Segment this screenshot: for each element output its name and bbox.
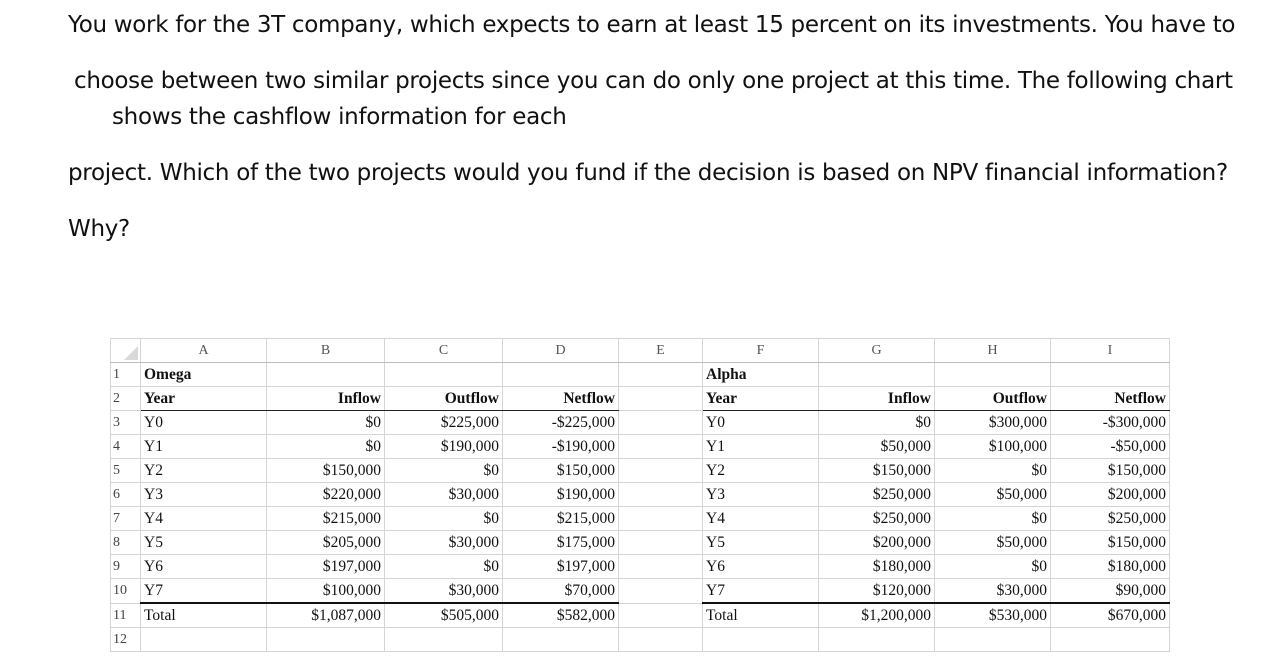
question-line-4: project. Which of the two projects would you fund if the decision is based on NPV financial information?: [68, 160, 1228, 186]
row-number[interactable]: 6: [111, 483, 141, 507]
omega-year-cell[interactable]: Y2: [141, 459, 267, 483]
cell[interactable]: [935, 628, 1051, 652]
alpha-outflow-cell[interactable]: $0: [935, 555, 1051, 579]
omega-inflow-cell[interactable]: $197,000: [267, 555, 385, 579]
omega-year-header[interactable]: Year: [141, 387, 267, 411]
cell[interactable]: [819, 363, 935, 387]
omega-outflow-cell[interactable]: $30,000: [385, 579, 503, 604]
omega-title-cell[interactable]: Omega: [141, 363, 267, 387]
cell[interactable]: [619, 628, 703, 652]
cashflow-spreadsheet: [110, 338, 1170, 652]
alpha-outflow-cell[interactable]: $100,000: [935, 435, 1051, 459]
cell[interactable]: [619, 603, 703, 628]
alpha-inflow-cell[interactable]: $250,000: [819, 483, 935, 507]
omega-inflow-cell[interactable]: $1,087,000: [267, 603, 385, 628]
omega-netflow-cell[interactable]: $70,000: [503, 579, 619, 604]
omega-inflow-cell[interactable]: $205,000: [267, 531, 385, 555]
omega-inflow-cell[interactable]: $0: [267, 411, 385, 435]
omega-inflow-cell[interactable]: $0: [267, 435, 385, 459]
alpha-netflow-cell[interactable]: -$300,000: [1051, 411, 1170, 435]
row-number[interactable]: 11: [111, 603, 141, 628]
omega-year-cell[interactable]: Y1: [141, 435, 267, 459]
question-line-1: You work for the 3T company, which expects to earn at least 15 percent on its investments. You have to: [68, 12, 1236, 38]
row-number[interactable]: 4: [111, 435, 141, 459]
cell[interactable]: [619, 411, 703, 435]
omega-outflow-cell[interactable]: $30,000: [385, 483, 503, 507]
cell[interactable]: [141, 628, 267, 652]
column-header-f[interactable]: F: [703, 339, 819, 363]
alpha-inflow-cell[interactable]: $1,200,000: [819, 603, 935, 628]
alpha-inflow-cell[interactable]: $250,000: [819, 507, 935, 531]
alpha-netflow-cell[interactable]: $150,000: [1051, 531, 1170, 555]
column-header-h[interactable]: H: [935, 339, 1051, 363]
table-row: [111, 483, 1170, 507]
cell[interactable]: [619, 483, 703, 507]
alpha-netflow-header[interactable]: Netflow: [1051, 387, 1170, 411]
alpha-year-cell[interactable]: Y2: [703, 459, 819, 483]
omega-outflow-header[interactable]: Outflow: [385, 387, 503, 411]
alpha-outflow-header[interactable]: Outflow: [935, 387, 1051, 411]
table-row: [111, 531, 1170, 555]
total-row: [111, 603, 1170, 628]
alpha-year-cell[interactable]: Y4: [703, 507, 819, 531]
omega-inflow-cell[interactable]: $100,000: [267, 579, 385, 604]
omega-netflow-cell[interactable]: $190,000: [503, 483, 619, 507]
omega-outflow-cell[interactable]: $190,000: [385, 435, 503, 459]
alpha-netflow-cell[interactable]: -$50,000: [1051, 435, 1170, 459]
column-header-e[interactable]: E: [619, 339, 703, 363]
alpha-year-header[interactable]: Year: [703, 387, 819, 411]
row-number[interactable]: 10: [111, 579, 141, 604]
omega-netflow-cell[interactable]: -$225,000: [503, 411, 619, 435]
cell[interactable]: [385, 363, 503, 387]
alpha-netflow-cell[interactable]: $180,000: [1051, 555, 1170, 579]
column-header-a[interactable]: A: [141, 339, 267, 363]
alpha-year-cell[interactable]: Y1: [703, 435, 819, 459]
cell[interactable]: [1051, 628, 1170, 652]
cell[interactable]: [619, 507, 703, 531]
omega-outflow-cell[interactable]: $505,000: [385, 603, 503, 628]
alpha-netflow-cell[interactable]: $250,000: [1051, 507, 1170, 531]
alpha-year-cell[interactable]: Y0: [703, 411, 819, 435]
omega-netflow-cell[interactable]: $150,000: [503, 459, 619, 483]
cell[interactable]: [1051, 363, 1170, 387]
alpha-outflow-cell[interactable]: $530,000: [935, 603, 1051, 628]
row-number[interactable]: 3: [111, 411, 141, 435]
question-line-5: Why?: [68, 216, 130, 242]
alpha-inflow-cell[interactable]: $120,000: [819, 579, 935, 604]
alpha-inflow-cell[interactable]: $180,000: [819, 555, 935, 579]
alpha-inflow-cell[interactable]: $0: [819, 411, 935, 435]
table-row: [111, 459, 1170, 483]
alpha-inflow-cell[interactable]: $200,000: [819, 531, 935, 555]
alpha-year-cell[interactable]: Y5: [703, 531, 819, 555]
omega-inflow-cell[interactable]: $150,000: [267, 459, 385, 483]
omega-outflow-cell[interactable]: $0: [385, 459, 503, 483]
omega-year-cell[interactable]: Y4: [141, 507, 267, 531]
omega-year-cell[interactable]: Y0: [141, 411, 267, 435]
omega-netflow-cell[interactable]: -$190,000: [503, 435, 619, 459]
sheet-row-1: [111, 363, 1170, 387]
select-all-corner[interactable]: [111, 339, 141, 363]
omega-inflow-cell[interactable]: $220,000: [267, 483, 385, 507]
omega-outflow-cell[interactable]: $30,000: [385, 531, 503, 555]
alpha-year-cell[interactable]: Total: [703, 603, 819, 628]
omega-netflow-cell[interactable]: $215,000: [503, 507, 619, 531]
row-number[interactable]: 8: [111, 531, 141, 555]
alpha-outflow-cell[interactable]: $0: [935, 459, 1051, 483]
sheet-row-12: [111, 628, 1170, 652]
cell[interactable]: [267, 628, 385, 652]
alpha-inflow-header[interactable]: Inflow: [819, 387, 935, 411]
omega-inflow-cell[interactable]: $215,000: [267, 507, 385, 531]
table-row: [111, 555, 1170, 579]
cell[interactable]: [619, 579, 703, 604]
alpha-year-cell[interactable]: Y6: [703, 555, 819, 579]
alpha-outflow-cell[interactable]: $300,000: [935, 411, 1051, 435]
column-header-g[interactable]: G: [819, 339, 935, 363]
cell[interactable]: [385, 628, 503, 652]
alpha-inflow-cell[interactable]: $150,000: [819, 459, 935, 483]
alpha-year-cell[interactable]: Y7: [703, 579, 819, 604]
omega-year-cell[interactable]: Y7: [141, 579, 267, 604]
question-line-2: choose between two similar projects since you can do only one project at this time. The following chart: [74, 68, 1233, 94]
alpha-year-cell[interactable]: Y3: [703, 483, 819, 507]
omega-outflow-cell[interactable]: $225,000: [385, 411, 503, 435]
alpha-inflow-cell[interactable]: $50,000: [819, 435, 935, 459]
table-row: [111, 507, 1170, 531]
sheet-row-2: [111, 387, 1170, 411]
cell[interactable]: [619, 435, 703, 459]
cell[interactable]: [619, 531, 703, 555]
cell[interactable]: [935, 363, 1051, 387]
cell[interactable]: [503, 363, 619, 387]
alpha-outflow-cell[interactable]: $0: [935, 507, 1051, 531]
omega-netflow-cell[interactable]: $582,000: [503, 603, 619, 628]
omega-outflow-cell[interactable]: $0: [385, 507, 503, 531]
alpha-outflow-cell[interactable]: $50,000: [935, 531, 1051, 555]
cell[interactable]: [503, 628, 619, 652]
row-number[interactable]: 5: [111, 459, 141, 483]
alpha-outflow-cell[interactable]: $30,000: [935, 579, 1051, 604]
alpha-netflow-cell[interactable]: $670,000: [1051, 603, 1170, 628]
cell[interactable]: [619, 459, 703, 483]
cell[interactable]: [267, 363, 385, 387]
omega-netflow-cell[interactable]: $197,000: [503, 555, 619, 579]
row-number[interactable]: 2: [111, 387, 141, 411]
column-header-d[interactable]: D: [503, 339, 619, 363]
column-header-i[interactable]: I: [1051, 339, 1170, 363]
row-number[interactable]: 7: [111, 507, 141, 531]
row-number[interactable]: 9: [111, 555, 141, 579]
omega-outflow-cell[interactable]: $0: [385, 555, 503, 579]
omega-inflow-header[interactable]: Inflow: [267, 387, 385, 411]
alpha-outflow-cell[interactable]: $50,000: [935, 483, 1051, 507]
alpha-netflow-cell[interactable]: $150,000: [1051, 459, 1170, 483]
omega-netflow-cell[interactable]: $175,000: [503, 531, 619, 555]
cell[interactable]: [819, 628, 935, 652]
column-header-row: [111, 339, 1170, 363]
omega-year-cell[interactable]: Y3: [141, 483, 267, 507]
omega-netflow-header[interactable]: Netflow: [503, 387, 619, 411]
table-row: [111, 411, 1170, 435]
alpha-netflow-cell[interactable]: $200,000: [1051, 483, 1170, 507]
table-row: [111, 435, 1170, 459]
table-row: [111, 579, 1170, 604]
cell[interactable]: [703, 628, 819, 652]
row-number[interactable]: 1: [111, 363, 141, 387]
question-line-3: shows the cashflow information for each: [112, 104, 567, 130]
alpha-netflow-cell[interactable]: $90,000: [1051, 579, 1170, 604]
omega-year-cell[interactable]: Y6: [141, 555, 267, 579]
omega-year-cell[interactable]: Total: [141, 603, 267, 628]
cell[interactable]: [619, 555, 703, 579]
cell[interactable]: [619, 387, 703, 411]
alpha-title-cell[interactable]: Alpha: [703, 363, 819, 387]
column-header-b[interactable]: B: [267, 339, 385, 363]
omega-year-cell[interactable]: Y5: [141, 531, 267, 555]
column-header-c[interactable]: C: [385, 339, 503, 363]
cell[interactable]: [619, 363, 703, 387]
row-number[interactable]: 12: [111, 628, 141, 652]
